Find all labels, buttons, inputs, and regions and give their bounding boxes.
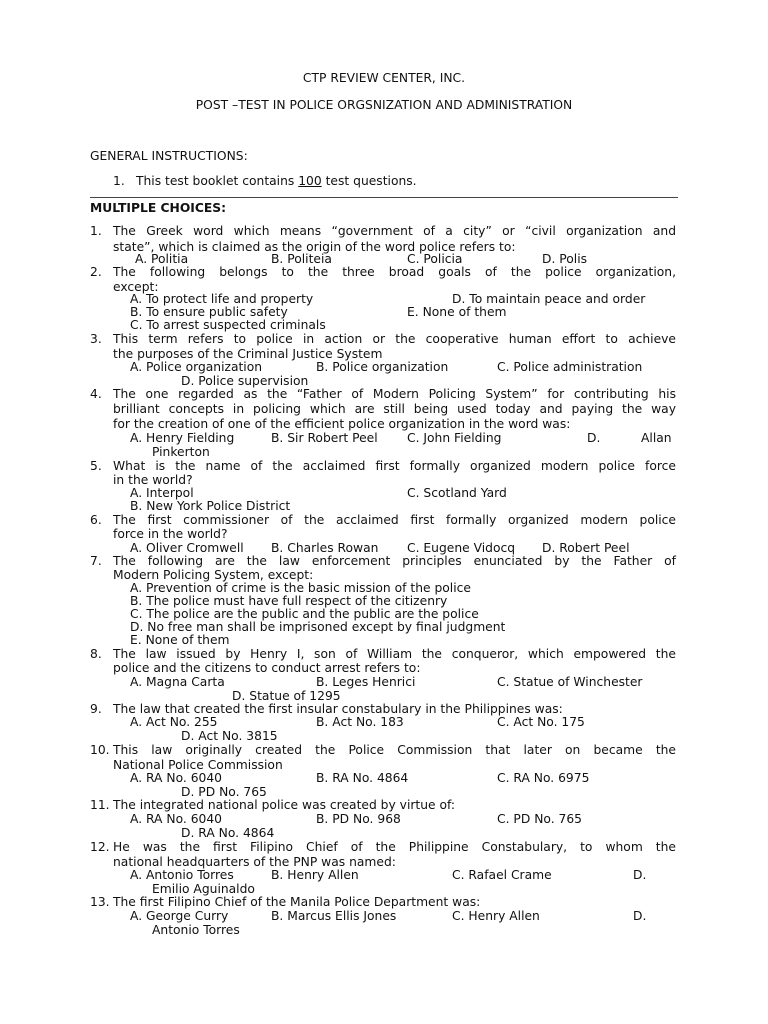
question-text: This term refers to police in action or the cooperative human effort to achieve [113, 332, 676, 346]
choice: B. Politeia [271, 252, 332, 266]
instruction-text-after: test questions. [321, 174, 417, 188]
choice: D. RA No. 4864 [181, 826, 275, 840]
choice: A. Henry Fielding [130, 431, 235, 445]
question-number: 2. [90, 265, 102, 279]
choice: A. Antonio Torres [130, 868, 234, 882]
choice: Pinkerton [152, 445, 210, 459]
choice: C. Scotland Yard [407, 486, 507, 500]
choice: A. Interpol [130, 486, 194, 500]
question-text: The one regarded as the “Father of Modern Policing System” for contributing his [113, 387, 676, 401]
choice: C. To arrest suspected criminals [130, 318, 326, 332]
choice: D. To maintain peace and order [452, 292, 646, 306]
choice: A. RA No. 6040 [130, 771, 222, 785]
question-text: This law originally created the Police Commission that later on became the [113, 743, 676, 757]
question-text: force in the world? [113, 527, 228, 541]
question-text: He was the first Filipino Chief of the Philippine Constabulary, to whom the [113, 840, 676, 854]
question-number: 6. [90, 513, 102, 527]
choice: A. Police organization [130, 360, 263, 374]
choice: C. Act No. 175 [497, 715, 585, 729]
choice: Emilio Aguinaldo [152, 882, 255, 896]
choice: B. Police organization [316, 360, 449, 374]
choice: D. [587, 431, 601, 445]
choice: B. PD No. 968 [316, 812, 401, 826]
question-text: police and the citizens to conduct arrest refers to: [113, 661, 421, 675]
choice: A. To protect life and property [130, 292, 314, 306]
choice: B. Marcus Ellis Jones [271, 909, 397, 923]
choice: D. Act No. 3815 [181, 729, 278, 743]
choice: B. To ensure public safety [130, 305, 288, 319]
question-number: 3. [90, 332, 102, 346]
question-text: Modern Policing System, except: [113, 568, 314, 582]
choice: C. RA No. 6975 [497, 771, 590, 785]
choice: A. Prevention of crime is the basic mission of the police [130, 581, 471, 595]
choice: A. Magna Carta [130, 675, 225, 689]
question-number: 4. [90, 387, 102, 401]
question-number: 8. [90, 647, 102, 661]
choice: D. Polis [542, 252, 588, 266]
choice: B. Act No. 183 [316, 715, 404, 729]
choice: B. Leges Henrici [316, 675, 416, 689]
choice: C. Police administration [497, 360, 643, 374]
choice: D. No free man shall be imprisoned except by final judgment [130, 620, 506, 634]
choice: D. Robert Peel [542, 541, 630, 555]
choice: C. Statue of Winchester [497, 675, 643, 689]
choice: A. Act No. 255 [130, 715, 218, 729]
question-text: The law that created the first insular constabulary in the Philippines was: [113, 702, 563, 716]
choice: B. New York Police District [130, 499, 291, 513]
choice: D. Police supervision [181, 374, 309, 388]
choice: C. John Fielding [407, 431, 502, 445]
choice: B. The police must have full respect of the citizenry [130, 594, 448, 608]
question-number: 13. [90, 895, 110, 909]
section-heading: MULTIPLE CHOICES: [90, 201, 227, 215]
instructions-heading: GENERAL INSTRUCTIONS: [90, 149, 248, 163]
question-text: The following are the law enforcement principles enunciated by the Father of [113, 554, 676, 568]
choice: C. Rafael Crame [452, 868, 552, 882]
choice: C. The police are the public and the public are the police [130, 607, 479, 621]
question-number: 7. [90, 554, 102, 568]
choice: D. PD No. 765 [181, 785, 267, 799]
choice: B. Sir Robert Peel [271, 431, 378, 445]
choice: E. None of them [407, 305, 507, 319]
test-title: POST –TEST IN POLICE ORGSNIZATION AND ADMINISTRATION [195, 98, 573, 112]
instruction-text-before: This test booklet contains [136, 174, 299, 188]
question-number: 10. [90, 743, 110, 757]
question-number: 9. [90, 702, 102, 716]
question-text: brilliant concepts in policing which are still being used today and paying the way [113, 402, 676, 416]
instruction-number: 1. [113, 174, 125, 188]
question-text: The law issued by Henry I, son of William the conqueror, which empowered the [113, 647, 676, 661]
question-text: National Police Commission [113, 758, 283, 772]
question-text: The first commissioner of the acclaimed first formally organized modern police [113, 513, 676, 527]
question-text: The following belongs to the three broad goals of the police organization, [113, 265, 676, 279]
choice: Antonio Torres [152, 923, 240, 937]
question-count: 100 [298, 174, 322, 188]
instruction-item [136, 174, 417, 188]
choice: Allan [641, 431, 672, 445]
question-number: 5. [90, 459, 102, 473]
choice: C. Policia [407, 252, 463, 266]
section-divider [90, 197, 678, 198]
choice: D. [633, 868, 647, 882]
choice: C. Eugene Vidocq [407, 541, 516, 555]
question-text: The Greek word which means “government of a city” or “civil organization and [113, 224, 676, 238]
choice: B. RA No. 4864 [316, 771, 409, 785]
question-text: except: [113, 280, 159, 294]
question-text: The integrated national police was created by virtue of: [113, 798, 456, 812]
question-text: state”, which is claimed as the origin of the word police refers to: [113, 240, 516, 254]
choice: D. [633, 909, 647, 923]
question-text: The first Filipino Chief of the Manila Police Department was: [113, 895, 481, 909]
question-text: national headquarters of the PNP was named: [113, 855, 396, 869]
question-text: in the world? [113, 473, 193, 487]
question-text: for the creation of one of the efficient police organization in the word was: [113, 417, 571, 431]
choice: B. Henry Allen [271, 868, 359, 882]
question-number: 11. [90, 798, 110, 812]
question-text: What is the name of the acclaimed first formally organized modern police force [113, 459, 676, 473]
question-number: 1. [90, 224, 102, 238]
question-number: 12. [90, 840, 110, 854]
choice: E. None of them [130, 633, 230, 647]
choice: A. Politia [135, 252, 189, 266]
choice: A. George Curry [130, 909, 229, 923]
choice: A. RA No. 6040 [130, 812, 222, 826]
choice: D. Statue of 1295 [232, 689, 341, 703]
choice: A. Oliver Cromwell [130, 541, 244, 555]
choice: C. PD No. 765 [497, 812, 582, 826]
choice: B. Charles Rowan [271, 541, 379, 555]
choice: C. Henry Allen [452, 909, 540, 923]
question-text: the purposes of the Criminal Justice System [113, 347, 383, 361]
company-name: CTP REVIEW CENTER, INC. [302, 71, 466, 85]
